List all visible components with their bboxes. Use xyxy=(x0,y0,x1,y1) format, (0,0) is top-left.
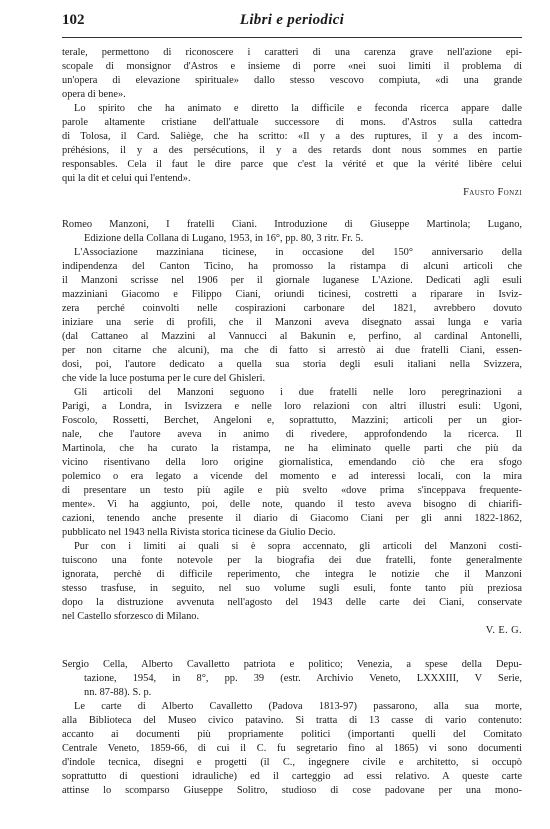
text-line: attinse lo scomparso Giuseppe Solitro, studioso di cose padovane per una mono- xyxy=(62,785,522,796)
text-line: d'indole tecnica, disegni e progetti (il C., ingegnere civile e architetto, si occupò xyxy=(62,757,522,768)
text-line: di presentare un testo più agile e più svelto «dove prima s'inceppava frequente- xyxy=(62,485,522,496)
text-line: mazziniani Giacomo e Filippo Ciani, oriundi ticinesi, costretti a riparare in Isviz- xyxy=(62,289,522,300)
text-line: un'opera di elevazione spirituale» dallo stesso vescovo compiuta, «di una grande xyxy=(62,75,522,86)
text-line: opera di bene». xyxy=(62,89,126,100)
section-gap xyxy=(62,200,522,218)
review-heading-line: tazione, 1954, in 8°, pp. 39 (estr. Archivio Veneto, LXXXIII, V Serie, xyxy=(84,673,522,684)
text-line: (dal Cattaneo al Mazzini al Vannucci al Bakunin e, perfino, al cardinal Antonelli, xyxy=(62,331,522,342)
text-line: nale, che l'autore aveva in animo di rivedere, approfondendo la ricerca. Il xyxy=(62,429,522,440)
running-header xyxy=(62,12,522,34)
section-gap xyxy=(62,638,522,658)
text-line: Centrale Veneto, 1859-66, di cui il C. fu segretario fino al 1865) vi sono documenti xyxy=(62,743,522,754)
reviewer-signature: V. E. G. xyxy=(485,625,522,636)
review-heading-line: Sergio Cella, Alberto Cavalletto patriota e politico; Venezia, a spese della Depu- xyxy=(62,659,522,670)
text-line: L'Associazione mazziniana ticinese, in occasione del 150° anniversario della xyxy=(74,247,522,258)
text-line: soprattutto di questioni idrauliche) ed il carteggio ad essi relativo. A queste carte xyxy=(62,771,522,782)
text-line: indipendenza del Canton Ticino, ha promosso la ristampa di alcuni articoli che xyxy=(62,261,522,272)
text-line: Le carte di Alberto Cavalletto (Padova 1813-97) passarono, alla sua morte, xyxy=(74,701,522,712)
text-line: préhésions, il y a des persécutions, il y a des retards dont nous sommes en partie xyxy=(62,145,522,156)
page-number: 102 xyxy=(62,12,85,28)
text-line: dopo la distruzione avvenuta nell'agosto del 1943 delle carte dei Ciani, conservate xyxy=(62,597,522,608)
reviewer-signature: Fausto Fonzi xyxy=(463,187,522,198)
text-line: scopale di monsignor d'Astros e insieme di porre «nei suoi limiti il problema di xyxy=(62,61,522,72)
text-line: di Tolosa, il Card. Saliège, che ha scritto: «Il y a des ruptures, il y a des incom- xyxy=(62,131,522,142)
text-line: tuiscono una fonte notevole per la biografia dei due fratelli, fonte generalmente xyxy=(62,555,522,566)
text-line: vicino risentivano della loro origine giornalistica, emendando ciò che era sfogo xyxy=(62,457,522,468)
text-line: stesso trasfuse, in seguito, nel suo volume sugli esuli, fonte tanto più preziosa xyxy=(62,583,522,594)
text-line: Lo spirito che ha animato e diretto la difficile e feconda ricerca appare dalle xyxy=(74,103,522,114)
text-line: pubblicato nel 1943 nella Rivista storica ticinese da Giulio Decio. xyxy=(62,527,336,538)
review-heading-line: nn. 87-88). S. p. xyxy=(84,687,152,698)
review-fonzi-continuation xyxy=(62,46,522,200)
page-body xyxy=(62,46,522,798)
text-line: terale, permettono di riconoscere i caratteri di una carenza grave nell'azione epi- xyxy=(62,47,522,58)
text-line: per non citarne che alcuni), ma che di fatto si arrestò ai due fratelli Ciani, essen- xyxy=(62,345,522,356)
text-line: cazioni, tenendo anche presente il diario di Giacomo Ciani per gli anni 1822-1862, xyxy=(62,513,522,524)
text-line: polemico o era legato a vicende del momento e ad interessi locali, con la mira xyxy=(62,471,522,482)
text-line: Martinola, che ha curato la ristampa, ne ha eliminato quelle parti che più da xyxy=(62,443,522,454)
text-line: zera perché coinvolti nelle cospirazioni carbonare del 1821, avrebbero dovuto xyxy=(62,303,522,314)
text-line: il Manzoni scrisse nel 1906 per il giornale luganese L'Azione. Dedicati agli esuli xyxy=(62,275,522,286)
running-title: Libri e periodici xyxy=(239,12,345,28)
text-line: dosi, poi, l'autore dedicato a quella sua storia degli esuli italiani nella Svizzera, xyxy=(62,359,522,370)
text-line: accanto ai documenti più propriamente politici (importanti quelli del Comitato xyxy=(62,729,522,740)
text-line: che vide la luce postuma per le cure del Ghisleri. xyxy=(62,373,266,384)
review-heading-line: Romeo Manzoni, I fratelli Ciani. Introduzione di Giuseppe Martinola; Lugano, xyxy=(62,219,522,230)
text-line: Pur con i limiti ai quali si è sopra accennato, gli articoli del Manzoni costi- xyxy=(74,541,522,552)
text-line: alla Biblioteca del Museo civico patavino. Si tratta di 13 casse di vario contenuto: xyxy=(62,715,522,726)
text-line: Foscolo, Rossetti, Berchet, Angeloni e, soprattutto, Mazzini; articoli per un gior- xyxy=(62,415,522,426)
text-line: Gli articoli del Manzoni seguono i due fratelli nelle loro peregrinazioni a xyxy=(74,387,522,398)
review-cella xyxy=(62,658,522,798)
text-line: responsables. Cela il faut le dire parce que c'est la vérité et que la vérité libère celui xyxy=(62,159,522,170)
text-line: Parigi, a Londra, in Isvizzera e nelle loro relazioni con altri illustri esuli: Ugoni, xyxy=(62,401,522,412)
text-line: nel Castello sforzesco di Milano. xyxy=(62,611,200,622)
text-line: mente». Vi ha aggiunto, poi, delle note, quando il testo aveva bisogno di chiarifi- xyxy=(62,499,522,510)
header-rule xyxy=(62,37,522,38)
review-manzoni xyxy=(62,218,522,638)
text-line: parole altamente cristiane dell'attuale successore di mons. d'Astros sulla cattedra xyxy=(62,117,522,128)
review-heading-line: Edizione della Collana di Lugano, 1953, in 16°, pp. 80, 3 ritr. Fr. 5. xyxy=(84,233,364,244)
text-line: ignorata, perchè di difficile reperimento, che integra le notizie che il Manzoni xyxy=(62,569,522,580)
text-line: qui la dit et celui qui l'entend». xyxy=(62,173,191,184)
text-line: iniziare una serie di profili, che il Manzoni aveva disegnato assai lunga e varia xyxy=(62,317,522,328)
